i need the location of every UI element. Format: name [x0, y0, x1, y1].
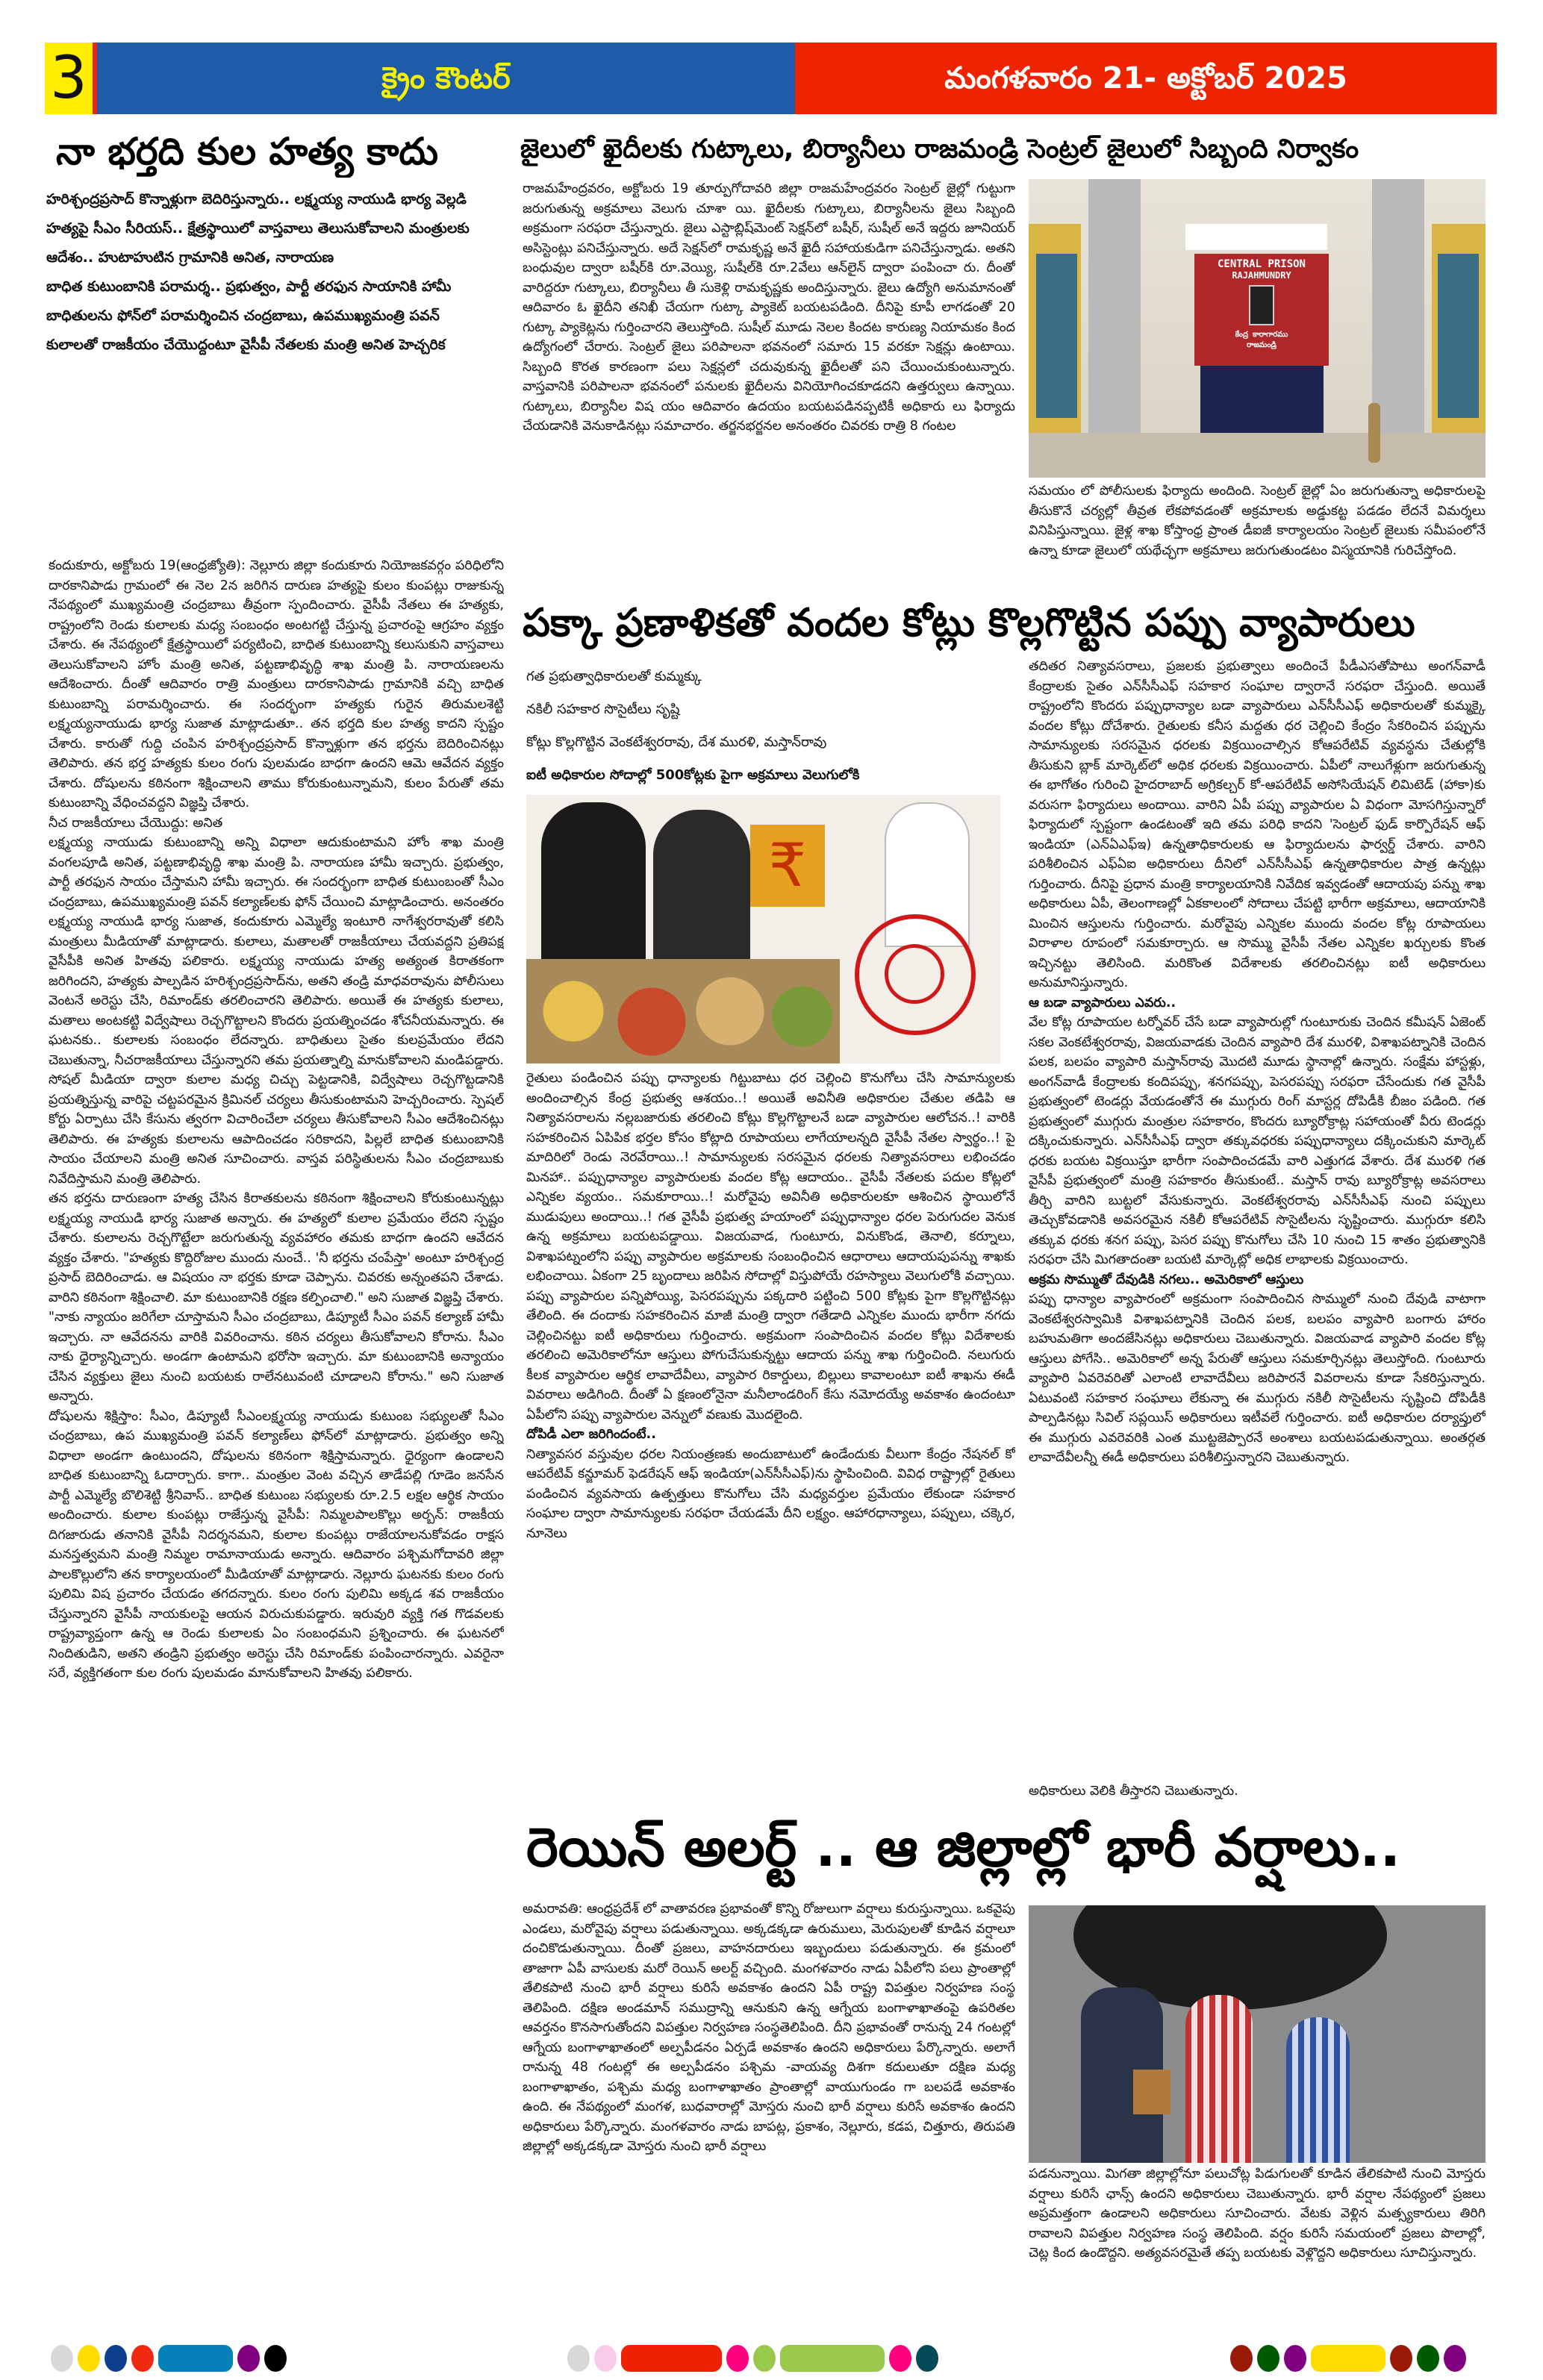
subhead: నకిలీ సహకార సొసైటీలు సృష్టి — [526, 702, 680, 717]
article-body-dal-right-last-line: అధికారులు వెలికి తీస్తారని చెబుతున్నారు. — [1029, 1781, 1486, 1802]
paragraph-subhead: అక్రమ సొమ్ముతో దేవుడికి నగలు.. అమెరికాలో ఆస్తులు — [1029, 1272, 1304, 1287]
paragraph: తన భర్తను దారుణంగా హత్య చేసిన కిరాతకులను కఠినంగా శిక్షించాలని కోరుకుంటున్నట్లు లక్ష్మయ్య నాయుడి భార్య సుజాత అన్నారు. ఈ హత్యలో కులాల ప్రమేయం లేదని స్పష్టం చేశారు. కులాలను రెచ్చగొట్టేలా జరుగుతున్న వ్యవహారం తమకు బాధగా ఉందని ఆవేదన వ్యక్తం చేశారు. "హత్యకు కొద్దిరోజుల ముందు నుంచే.. 'నీ భర్తను చంపేస్తా' అంటూ హరిశ్చంద్ర ప్రసాద్ బెదిరించాడు. ఆ విషయం నా భర్తకు కూడా చెప్పాను. చివరకు అన్నంతపని చేశాడు. వారిని కఠినంగా శిక్షించాలి. మా కుటుంబానికి రక్షణ కల్పించాలి." అని సుజాత విజ్ఞప్తి చేశారు. "నాకు న్యాయం జరిగేలా చూస్తామని సీఎం చంద్రబాబు, డిప్యూటీ సీఎం పవన్ కల్యాణ్ హామీ ఇచ్చారు. నా ఆవేదనను వారికి వివరించాను. కఠిన చర్యలు తీసుకోవాలని కోరాను. సీఎం నాకు ధైర్యాన్నిచ్చారు. అండగా ఉంటామని భరోసా ఇచ్చారు. మా కుటుంబానికి అన్యాయం చేసిన వ్యక్తులు జైలు నుంచి బయటకు రాలేనటువంటి చూడాలని కోరాను." అని సుజాత అన్నారు. — [49, 1191, 504, 1404]
silhouette-figure — [541, 802, 646, 966]
article-body-jail-cont: సమయం లో పోలీసులకు ఫిర్యాదు అందింది. సెంట్రల్ జైల్లో ఏం జరుగుతున్నా అధికారులపై తీసుకొనే చర్యల్లో తీవ్రత లేకపోవడంతో అక్రమాలకు అడ్డుకట్ట పడడం లేదనే విమర్శలు వినిపిస్తున్నాయి. జైళ్ల శాఖ కోస్తాంధ్ర ప్రాంత డీఐజీ కార్యాలయం సెంట్రల్ జైలుకు సమీపంలోనే ఉన్నా కూడా జైలులో యథేచ్ఛగా అక్రమాలు జరుగుతుండటం విస్మయానికి గురిచేస్తోంది. — [1029, 484, 1486, 558]
dal-photo — [526, 795, 1000, 1063]
subhead: కోట్లు కొల్లగొట్టిన వెంకటేశ్వరరావు, దేశ మురళి, మస్తాన్‌రావు — [526, 734, 827, 750]
page-number: 3 — [45, 43, 97, 114]
article-body-caste — [49, 556, 504, 2299]
paragraph: నీచ రాజకీయాలు చేయొద్దు: అనిత — [49, 815, 223, 831]
article-body-rain-cont: పడనున్నాయి. మిగతా జిల్లాల్లోనూ పలుచోట్ల పిడుగులతో కూడిన తేలికపాటి నుంచి మోస్తరు వర్షాలు కురిసే ఛాన్స్ ఉందని అధికారులు చెబుతున్నారు. భారీ వర్షాల నేపథ్యంలో ప్రజలు అప్రమత్తంగా ఉండాలని అధికారులు సూచించారు. వేటకు వెళ్లిన మత్స్యకారులు తిరిగి రావాలని విపత్తుల నిర్వహణ సంస్థ తెలిపింది. వర్షం కురిసే సమయంలో ప్రజలు పొలాల్లో, చెట్ల కింద ఉండొద్దని. అత్యవసరమైతే తప్ప బయటకు వెళ్లొద్దని అధికారులు సూచిస్తున్నారు. — [1029, 2167, 1486, 2261]
paragraph: లక్ష్మయ్య నాయుడు కుటుంబాన్ని అన్ని విధాలా ఆదుకుంటామని హోం శాఖ మంత్రి వంగలపూడి అనిత, పట్టణాభివృద్ధి శాఖ మంత్రి పి. నారాయణ హామీ ఇచ్చారు. ప్రభుత్వం, పార్టీ తరఫున సాయం చేస్తామని హామీ ఇచ్చారు. ఈ సందర్భంగా బాధిత కుటుంబంతో సీఎం చంద్రబాబు, ఉపముఖ్యమంత్రి పవన్ కల్యాణ్‌లకు ఫోన్ చేయించి మాట్లాడించారు. అనంతరం లక్ష్మయ్య నాయుడి భార్య సుజాత, కందుకూరు ఎమ్మెల్యే ఇంటూరి నాగేశ్వరరావుతో కలిసి మంత్రులు మీడియాతో మాట్లాడారు. కులాలు, మతాలతో రాజకీయాలు చేయవద్దని ప్రతిపక్ష వైసీపీకి అనిత హితవు పలికారు. లక్ష్మయ్య నాయుడు హత్య అత్యంత కిరాతకంగా జరిగిందని, హత్యకు పాల్పడిన హరిశ్చంద్రప్రసాద్‌ను, అతని తండ్రి మాధవరావును పోలీసులు వెంటనే అరెస్టు చేసి, రిమాండ్‌కు తరలించారని తెలిపారు. అయితే ఈ హత్యకు కులాలు, మతాలు అంటకట్టి విద్వేషాలు రెచ్చగొట్టాలని కొందరు ప్రయత్నించడం శోచనీయమన్నారు. ఈ ఘటనకు.. కులాలకు సంబంధం లేదన్నారు. బాధితులు సైతం కులప్రమేయం లేదని చెబుతున్నా, నీచరాజకీయాలు చేస్తున్నారని తమ ప్రయత్నాల్ని మానుకోవాలని మండిపడ్డారు. సోషల్ మీడియా ద్వారా కులాల మధ్య చిచ్చు పెట్టడానికి, విద్వేషాలు రెచ్చగొట్టడానికి ప్రయత్నిస్తున్న వారిపై చట్టపరమైన క్రిమినల్ చర్యలు తీసుకుంటామని హెచ్చరించారు. స్పెషల్ కోర్టు ఏర్పాటు చేసి కేసును త్వరగా విచారించేలా చర్యలు తీసుకోవాలని సీఎం ఆదేశించినట్లు తెలిపారు. ఈ హత్యకు కులాలను ఆపాదించడం సరికాదని, పిల్లలే బాధిత కుటుంబానికి సాయం చేయాలని మంత్రి అనిత సూచించారు. వాస్తవ పరిస్థితులను సీఎం చంద్రబాబుకు నివేదిస్తామని మంత్రి తెలిపారు. — [49, 835, 504, 1187]
footer-color-marks-left — [51, 2343, 287, 2373]
paragraph: కందుకూరు, అక్టోబరు 19(ఆంధ్రజ్యోతి): నెల్లూరు జిల్లా కందుకూరు నియోజకవర్గం పరిధిలోని దారకానిపాడు గ్రామంలో ఈ నెల 2న జరిగిన దారుణ హత్యపై కులం కుంపట్లు రాజుకున్న నేపథ్యంలో ముఖ్యమంత్రి చంద్రబాబు తీవ్రంగా స్పందించారు. వైసీపీ నేతలు ఈ హత్యకు, రాష్ట్రంలోని రెండు కులాలకు మధ్య సంబంధం అంటగట్టి చేస్తున్న ప్రచారంపై ఆగ్రహం వ్యక్తం చేశారు. ఈ నేపథ్యంలో క్షేత్రస్థాయిలో పర్యటించి, బాధిత కుటుంబాన్ని కలుసుకుని వాస్తవాలు తెలుసుకోవాలని హోం మంత్రి అనిత, పట్టణాభివృద్ధి శాఖ మంత్రి పి. నారాయణలను ఆదేశించారు. దీంతో ఆదివారం రాత్రి మంత్రులు దారకానిపాడు గ్రామానికి వచ్చి బాధిత కుటుంబాన్ని పరామర్శించారు. ఈ సందర్భంగా హత్యకు గురైన తిరుమలశెట్టి లక్ష్మయ్యనాయుడు భార్య సుజాత మాట్లాడుతూ.. తన భర్తది కుల హత్య కాదని స్పష్టం చేశారు. కారుతో గుద్ది చంపిన హరిశ్చంద్రప్రసాద్ కొన్నాళ్లుగా తన భర్తను బెదిరించినట్లు తెలిపారు. తన భర్త హత్యకు కులం రంగు పులమడం బాధగా ఉందని ఆమె ఆవేదన వ్యక్తం చేశారు. దోషులను కఠినంగా శిక్షించాలని తాము కోరుకుంటున్నామని, కులం పేరుతో తమ కుటుంబాన్ని వేధించవద్దని విజ్ఞప్తి చేశారు. — [49, 558, 504, 810]
issue-date: మంగళవారం 21- అక్టోబర్ 2025 — [795, 43, 1497, 114]
section-title: క్రైం కౌంటర్ — [97, 43, 795, 114]
paragraph: నిత్యావసర వస్తువుల ధరల నియంత్రణకు అందుబాటులో ఉండేందుకు వీలుగా కేంద్రం నేషనల్ కో ఆపరేటివ్ కన్జూమర్ ఫెడరేషన్ ఆఫ్ ఇండియా(ఎన్‌సీసీఎఫ్)ను స్థాపించింది. వివిధ రాష్ట్రాల్లో రైతులు పండించిన వ్యవసాయ ఉత్పత్తులు కొనుగోలు చేసి మధ్యవర్తుల ప్రమేయం లేకుండా సహకార సంఘాల ద్వారా సామాన్యులకు సరఫరా చేయడమే దీని లక్ష్యం. ఆహారధాన్యాలు, పప్పులు, చక్కెర, నూనెలు — [526, 1446, 1015, 1541]
subhead: కులాలతో రాజకీయం చేయొద్దంటూ వైసీపీ నేతలకు మంత్రి అనిత హెచ్చరిక — [46, 337, 446, 353]
headline-jail: జైలులో ఖైదీలకు గుట్కాలు, బిర్యానీలు రాజమండ్రి సెంట్రల్ జైలులో సిబ్బంది నిర్వాకం — [520, 134, 1359, 164]
paragraph-subhead: ఆ బడా వ్యాపారులు ఎవరు.. — [1029, 995, 1176, 1011]
sign-text: RAJAHMUNDRY — [1232, 270, 1291, 281]
article-body-rain: అమరావతి: ఆంధ్రప్రదేశ్ లో వాతావరణ ప్రభావంతో కొన్ని రోజులుగా వర్షాలు కురుస్తున్నాయి. ఒకవైపు ఎండలు, మరోవైపు వర్షాలు పడుతున్నాయి. అక్కడక్కడా ఉరుములు, మెరుపులతో కూడిన వర్షాలూ దంచికొడుతున్నాయి. దీంతో ప్రజలు, వాహనదారులు ఇబ్బందులు పడుతున్నారు. ఈ క్రమంలో తాజాగా ఏపీ వాసులకు మరో రెయిన్ అలర్ట్ వచ్చింది. మంగళవారం నాడు ఏపీలోని పలు ప్రాంతాల్లో తేలికపాటి నుంచి భారీ వర్షాలు కురిసే అవకాశం ఉందని ఏపీ రాష్ట్ర విపత్తుల నిర్వహణ సంస్థ తెలిపింది. దక్షిణ అండమాన్ సముద్రాన్ని ఆనుకుని ఉన్న ఆగ్నేయ బంగాళాఖాతంపై ఉపరితల ఆవర్తనం కొనసాగుతోందని విపత్తుల నిర్వహణ సంస్థతెలిపింది. దీని ప్రభావంతో రానున్న 24 గంటల్లో ఆగ్నేయ బంగాళాఖాతంలో అల్పపీడనం ఏర్పడే అవకాశం ఉందని అధికారులు పేర్కొన్నారు. అలాగే రానున్న 48 గంటల్లో ఈ అల్పపీడనం పశ్చిమ -వాయవ్య దిశగా కదులుతూ దక్షిణ మధ్య బంగాళాఖాతం, పశ్చిమ మధ్య బంగాళాఖాతం ప్రాంతాల్లో వాయుగుండం గా బలపడే అవకాశం ఉంది. ఈ నేపథ్యంలో మంగళ, బుధవారాల్లో మోస్తరు నుంచి భారీ వర్షాలు కురిసే అవకాశం ఉందని అధికారులు పేర్కొన్నారు. మంగళవారం నాడు బాపట్ల, ప్రకాశం, నెల్లూరు, కడప, చిత్తూరు, తిరుపతి జిల్లాల్లో అక్కడక్కడా మోస్తరు నుంచి భారీ వర్షాలు — [523, 1902, 1015, 2154]
article-body-dal-right — [1029, 657, 1486, 1780]
sign-text: కేంద్ర కారాగారము — [1235, 331, 1288, 339]
article-body-dal-left — [526, 1069, 1015, 1785]
grain-sacks — [526, 959, 840, 1063]
headline-rain: రెయిన్ అలర్ట్ .. ఆ జిల్లాల్లో భారీ వర్షాలు.. — [526, 1816, 1401, 1878]
subhead: హత్యపై సీఎం సీరియస్.. క్షేత్రస్థాయిలో వాస్తవాలు తెలుసుకోవాలని మంత్రులకు ఆదేశం.. హుటాహుటిన గ్రామానికి అనిత, నారాయణ — [46, 220, 470, 266]
paragraph: తదితర నిత్యావసరాలు, ప్రజలకు ప్రభుత్వాలు అందించే పీడీఎసతోపాటు అంగన్‌వాడీ కేంద్రాలకు సైతం ఎన్‌సీసీఎఫ్ సహకార సంఘాల ద్వారానే సరఫరా చేస్తుంది. అయితే రాష్ట్రంలోని కొందరు పప్పుధాన్యాల బడా వ్యాపారులు ఎన్‌సీసీఎఫ్ అధికారులతో కుమ్మక్కై వందల కోట్లు దోచేశారు. రైతులకు కనీస మద్దతు ధర చెల్లించి కేంద్రం సేకరించిన పప్పును సామాన్యులకు సరసమైన ధరలకు విక్రయించాల్సిన కోఆపరేటివ్ వ్యవస్థను చేతుల్లోకి తీసుకుని బ్లాక్ మార్కెట్‌లో అధిక ధరలకు విక్రయించారు. ఏపీలో నాలుగేళ్లుగా జరుగుతున్న ఈ భాగోతం గురించి హైదరాబాద్ అగ్రికల్చర్ కో-ఆపరేటివ్ అసోసియేషన్ లిమిటెడ్ (హాకా)కు వరుసగా ఫిర్యాదులు అందాయి. వారిని ఏపీ పప్పు వ్యాపారుల ఏ విధంగా మోసగిస్తున్నారో ఫిర్యాదులో స్పష్టంగా ఉండటంతో ఇది తమ పరిధి కాదని 'సెంట్రల్ ఫుడ్ కార్పొరేషన్ ఆఫ్ ఇండియా (ఎన్‌ఏఎఫ్ఇ) ఉన్నతాధికారులకు ఆ ఫిర్యాదులను ఫార్వర్డ్ చేశారు. వారిని పరిశీలించిన ఎఫ్‌ఏఐ అధికారులు దీనిలో ఎన్‌సీసీఎఫ్ ఉన్నతాధికారుల పాత్ర ఉన్నట్లు గుర్తించారు. దీనిపై ప్రధాన మంత్రి కార్యాలయానికి నివేదిక ఇవ్వడంతో ఆదాయపు పన్ను శాఖ అధికారులు ఏపీ, తెలంగాణల్లో ఏకకాలంలో సోదాలు చేపట్టి భారీగా అక్రమాలు, ఆదాయానికి మించిన ఆస్తులను గుర్తించారు. మరోవైపు ఎన్నికల ముందు వందల కోట్ల రూపాయలు విరాళాల రూపంలో సమకూర్చారు. ఆ సొమ్ము వైసీపీ నేతల ఎన్నికల ఖర్చులకు కొంత ఇచ్చినట్టు తెలిసింది. మరికొంత విదేశాలకు తరలించినట్లు ఐటీ అధికారులు అనుమానిస్తున్నారు. — [1029, 659, 1486, 990]
subheads-dal — [526, 660, 1011, 792]
paragraph: పప్పు ధాన్యాల వ్యాపారంలో అక్రమంగా సంపాదించిన సొమ్ములో నుంచి దేవుడి వాటాగా వెంకటేశ్వరస్వామికి విశాఖపట్నానికి చెందిన పలక, బలపం వ్యాపారి బంగారు హారం బహుమతిగా అందజేసినట్లు అధికారులు చెబుతున్నారు. విజయవాడ వ్యాపారి వందల కోట్ల ఆస్తులు పోగేసి.. అమెరికాలో అన్న పేరుతో ఆస్తులు సమకూర్చినట్లు తెలుస్తోంది. గుంటూరు వ్యాపారి ఏవరెవరితో ఎలాంటి లావాదేవీలు జరిపారనే వివరాలను కూడా సేకరిస్తున్నారు. ఏటువంటి సహకార సంఘాలు లేకున్నా ఈ ముగ్గురు నకిలీ సొసైటీలను సృష్టించి దోపిడీకి పాల్పడినట్లు సివిల్ సప్లయిస్ అధికారులు ఇటీవలే గుర్తించారు. ఐటీ అధికారుల దర్యాప్తులో ఈ ముగ్గురు ఎవరెవరికి ఎంత ముట్టజెప్పారనే అంశాలు బయటపడుతున్నాయి. అంతర్గత లావాదేవీలన్నీ ఈడీ అధికారులు పరిశీలిస్తున్నారని చెబుతున్నారు. — [1029, 1292, 1486, 1465]
footer-color-marks-center — [567, 2343, 938, 2373]
jail-photo — [1029, 179, 1486, 478]
article-body-jail: రాజమహేంద్రవరం, అక్టోబరు 19 తూర్పుగోదావరి జిల్లా రాజమహేంద్రవరం సెంట్రల్ జైల్లో గుట్టుగా జరుగుతున్న అక్రమాలు వెలుగు చూశా యి. ఖైదీలకు గుట్కాలు, బిర్యానీలను జైలు సిబ్బంది అక్రమంగా సరఫరా చేస్తున్నారు. జైలు ఎస్టాబ్లిష్‌మెంట్ సెక్షన్‌లో బషీర్, సుషీల్ అనే ఇద్దరు జూనియర్ అసిస్టెంట్లు పనిచేస్తున్నారు. అదే సెక్షన్‌లో రామకృష్ణ అనే ఖైదీ సహాయకుడిగా పనిచేస్తున్నాడు. అతని బంధువుల ద్వారా బషీర్‌కి రూ.వెయ్యి, సుషీల్‌కి రూ.2వేలు ఆన్‌లైన్ ద్వారా పంపించా రు. దీంతో వారిద్దరూ గుట్కాలు, బిర్యానీలు తీ సుకెళ్లి రామకృష్ణకు అందిస్తున్నారు. జైలు ఉద్యోగి అనుమానంతో ఆదివారం ఓ ఖైదీని తనిఖీ చేయగా గుట్కా ప్యాకెట్ బయటపడింది. దీనిపై కూపీ లాగడంతో 20 గుట్కా ప్యాకెట్లను గుర్తించారని తెలుస్తోంది. సుషీల్ మూడు నెలల కిందట కారుణ్య నియామకం కింద ఉద్యోగంలో చేరారు. సెంట్రల్ జైలు పరిపాలనా భవనంలో సమారు 15 వరకూ సెక్షన్లు ఉంటాయి. సిబ్బంది కొరత కారణంగా పలు సెక్షన్లలో చదువుకున్న ఖైదీలతో పని చేయించుకుంటున్నారు. వాస్తవానికి పరిపాలనా భవనంలో పనులకు ఖైదీలను వినియోగించకూడదని ఉత్తర్వులు ఉన్నాయి. గుట్కాలు, బిర్యానీల విష యం ఆదివారం ఉదయం బయటపడినప్పటికీ అధికారు లు ఫిర్యాదు చేయడానికి వెనుకాడినట్లు సమాచారం. తర్జనభర్జనల అనంతరం చివరకు రాత్రి 8 గంటల — [523, 181, 1015, 434]
subheads-caste — [46, 185, 503, 360]
child-figure — [1185, 1995, 1253, 2163]
emblem-icon — [1249, 285, 1274, 325]
rain-photo — [1029, 1905, 1486, 2163]
child-figure — [1286, 2017, 1350, 2163]
subhead: హరిశ్చంద్రప్రసాద్ కొన్నాళ్లుగా బెదిరిస్తున్నారు.. లక్ష్మయ్య నాయుడి భార్య వెల్లడి — [46, 191, 467, 207]
paragraph-subhead: దోపిడీ ఎలా జరిగిందంటే.. — [526, 1427, 656, 1442]
bag-icon — [1133, 2070, 1171, 2114]
paragraph: రైతులు పండించిన పప్పు ధాన్యాలకు గిట్టుబాటు ధర చెల్లించి కొనుగోలు చేసి సామాన్యులకు అందించాల్సిన కేంద్ర ప్రభుత్వ ఆశయం..! అయితే అవినీతి అధికారుల చేతుల తడిపి ఆ నిత్యావసరాలను నల్లబజారుకు తరలించి కోట్లు కొల్లగొట్టాలనే బడా వ్యాపారుల ఆలోచన..! వారికి సహకరించిన ఏపిపిక భర్తల కోసం కోట్లాది రూపాయలు లాగేయాలన్నది వైసీపీ నేతల స్వార్థం..! పై మాదిరిలో రెండు నెరవేరాయి..! సామాన్యులకు సరసమైన ధరలకు నిత్యావసరాలు లభించడం మినహా.. పప్పుధాన్యాల వ్యాపారులకు వందల కోట్ల ఆదాయం.. వైసీపీ నేతలకు పదుల కోట్లలో ఎన్నికల వ్యయం.. సమకూరాయి..! మరోవైపు అవినీతి అధికారులకూ ఆశించిన స్థాయిలోనే ముడుపులు అందాయి..! గత వైసీపీ ప్రభుత్వ హయాంలో పప్పుధాన్యాల ధరల పెరుగుదల వెనుక ఉన్న అక్రమాలు బయటపడ్డాయి. విజయవాడ, గుంటూరు, వినుకొండ, తెనాలి, కర్నూలు, విశాఖపట్నంలోని పప్పు వ్యాపారుల అక్రమాలకు సంబంధించిన ఆధారాలు ఆదాయపుపన్ను శాఖకు లభించాయి. ఏకంగా 25 బృందాలు జరిపిన సోదాల్లో విస్తుపోయే రహస్యాలు వెలుగులోకి వచ్చాయి. పప్పు వ్యాపారుల పన్నిపోయ్యి, పెసరపప్పును పక్కదారి పట్టించి 500 కోట్లకు పైగా కొల్లగొట్టినట్లు తేలింది. ఈ దందాకు సహకరించిన మాజీ మంత్రి ద్వారా గతేడాది ఎన్నికల ముందు భారీగా నగదు చెల్లించినట్టు ఐటీ అధికారులు గుర్తించారు. అక్రమంగా సంపాదించిన వందల కోట్లు విదేశాలకు తరలించి అమెరికాలోనూ ఆస్తులు పోగుచేసుకున్నట్టు ఆదాయ పన్ను శాఖ గుర్తించింది. నలుగురు కీలక వ్యాపారుల ఆర్థిక లావాదేవీలు, వ్యాపార రికార్డులు, బిల్లులు కావాలంటూ ఐటీ శాఖను ఈడీ వివరాలు అడిగింది. దీంతో ఏ క్షణంలోనైనా మనీలాండరింగ్ కేసు నమోదయ్యే అవకాశం ఉందంటూ ఏపీలోని పప్పు వ్యాపారుల వెన్నులో వణుకు మొదలైంది. — [526, 1071, 1015, 1422]
rupee-icon: ₹ — [750, 825, 825, 907]
guard-figure — [1368, 403, 1380, 463]
subhead: ఐటీ అధికారుల సోదాల్లో 500కోట్లకు పైగా అక్రమాలు వెలుగులోకి — [526, 767, 860, 783]
paragraph: వేల కోట్ల రూపాయల టర్నోవర్ చేసే బడా వ్యాపారుల్లో గుంటూరుకు చెందిన కమీషన్ ఏజెంట్ సకల వెంకటేశ్వరరావు, విజయవాడకు చెందిన వ్యాపారి దేశ మురళి, విశాఖపట్నానికి చెందిన పలక, బలపం వ్యాపారి మస్తాన్‌రావు మొదటి మూడు స్థానాల్లో ఉన్నారు. సంక్షేమ హాస్టళ్లు, అంగన్‌వాడీ కేంద్రాలకు కందిపప్పు, శనగపప్పు, పెసరపప్పు సరఫరా చేసేందుకు గత వైసీపీ ప్రభుత్వంలో టెండర్లు వేయడంతోనే ఈ ముగ్గురు రింగ్ మాస్టర్ల దోపిడీకి బీజం పడింది. గత ప్రభుత్వంలో ముగ్గురు మంత్రుల సహకారం, కొందరు బ్యూరోక్రాట్ల సహాయంతో వీరు టెండర్లు దక్కించుకున్నారు. ఎన్‌సీసీఎఫ్ ద్వారా తక్కువధరకు పప్పుధాన్యాలు దక్కించుకుని మార్కెట్ ధరకు బయట విక్రయిస్తూ భారీగా సంపాదించడమే వారి ఎత్తుగడ వేశారు. దేశ మురళి గత వైసీపీ ప్రభుత్వంలో మంత్రి సహకారం తీసుకుంటే.. మస్తాన్ రావు బ్యూరోక్రాట్ల అవసరాలు తీర్చి వారిని బుట్టలో వేసుకున్నారు. వెంకటేశ్వరరావు ఎన్‌సీసీఎఫ్ నుంచి పప్పులు తెచ్చుకోవడానికి అవసరమైన నకిలీ కోఆపరేటివ్ సొసైటీలను సృష్టించారు. ముగ్గురూ కలిసి తక్కువ ధరకు శనగ పప్పు, పెసర పప్పు కొనుగోలు చేసి 10 నుంచి 15 శాతం ప్రభుత్వానికి సరఫరా చేసి మిగతాదంతా బయటి మార్కెట్లో అధిక లాభాలకు విక్రయించారు. — [1029, 1015, 1486, 1267]
paragraph: దోషులను శిక్షిస్తాం: సీఎం, డిప్యూటీ సీఎంలక్ష్మయ్య నాయుడు కుటుంబ సభ్యులతో సీఎం చంద్రబాబు, ఉప ముఖ్యమంత్రి పవన్ కల్యాణ్‌లు ఫోన్‌లో మాట్లాడారు. ప్రభుత్వం అన్ని విధాలా అండగా ఉంటుందని, దోషులను కఠినంగా శిక్షిస్తామన్నారు. ధైర్యంగా ఉండాలని బాధిత కుటుంబాన్ని ఓదార్చారు. కాగా.. మంత్రుల వెంట వచ్చిన తాడేపల్లి గూడెం జనసేన పార్టీ ఎమ్మెల్యే బొలిశెట్టి శ్రీనివాస్.. బాధిత కుటుంబ సభ్యులకు రూ.2.5 లక్షల ఆర్థిక సాయం అందించారు. కులాల కుంపట్లు రాజేస్తున్న వైసీపీ: నిమ్మలపాలకొల్లు అర్బన్: రాజకీయ దిగజారుడు తనానికి వైసీపీ నిదర్శనమని, కులాల కుంపట్లు రాజేయాలనుకోవడం రాక్షస మనస్తత్వమని మంత్రి నిమ్మల రామానాయుడు అన్నారు. ఆదివారం పశ్చిమగోదావరి జిల్లా పాలకొల్లులోని తన కార్యాలయంలో మీడియాతో మాట్లాడారు. నెల్లూరు ఘటనకు కులం రంగు పులిమి విష ప్రచారం చేయడం తగదన్నారు. కులం రంగు పులిమి అక్కడ శవ రాజకీయం చేస్తున్నారని వైసీపీ నాయకులపై ఆయన విరుచుకుపడ్డారు. ఇరువురి వ్యక్తి గత గొడవలకు రాష్ట్రవ్యాప్తంగా ఉన్న ఆ రెండు కులాలకు ఏం సంబంధమని ప్రశ్నించారు. ఈ ఘటనలో నిందితుడిని, అతని తండ్రిని ప్రభుత్వం అరెస్టు చేసి రిమాండ్‌కు పంపించారన్నారు. ఎవరైనా సరే, వ్యక్తిగతంగా కుల రంగు పులమడం మానుకోవాలని హితవు పలికారు. — [49, 1408, 504, 1681]
prison-sign — [1194, 254, 1329, 366]
sign-text: CENTRAL PRISON — [1217, 258, 1306, 270]
subhead: బాధితులను ఫోన్‌లో పరామర్శించిన చంద్రబాబు, ఉపముఖ్యమంత్రి పవన్ — [46, 307, 440, 324]
sign-text: రాజమండ్రి — [1247, 341, 1277, 349]
headline-dal: పక్కా ప్రణాళికతో వందల కోట్లు కొల్లగొట్టిన పప్పు వ్యాపారులు — [523, 601, 1415, 646]
subhead: బాధిత కుటుంబానికి పరామర్శ.. ప్రభుత్వం, పార్టీ తరఫున సాయానికి హామీ — [46, 278, 452, 295]
subhead: గత ప్రభుత్వాధికారులతో కుమ్మక్కు — [526, 669, 702, 684]
headline-caste: నా భర్తది కుల హత్య కాదు — [56, 130, 439, 173]
footer-color-marks-right — [1230, 2343, 1466, 2373]
